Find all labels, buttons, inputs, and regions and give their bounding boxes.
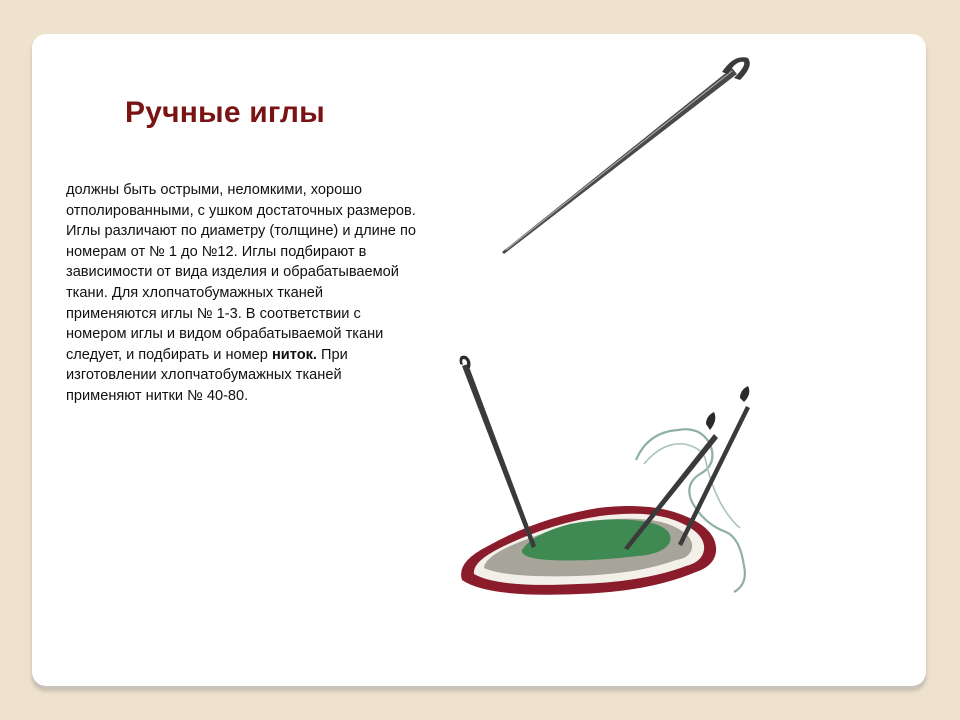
body-text-part-1: должны быть острыми, неломкими, хорошо отполированными, с ушком достаточных размеров. Иглы различают по диаметру (толщине) и длине по номерам от № 1 до №12. Иглы подбирают в зависимости от вида изделия и обрабатываемой ткани. Для хлопчатобумажных тканей применяются иглы № 1-3. В соответствии с номером иглы и видом обрабатываемой ткани следует, и подбирать и номер (66, 182, 416, 363)
body-text-part-2: При изготовлении хлопчатобумажных тканей применяют нитки № 40-80. (66, 346, 348, 404)
pin-cushion-with-needles-icon (448, 352, 768, 602)
slide-body-text (66, 180, 416, 407)
sewing-needle-icon (496, 52, 756, 258)
slide-title: Ручные иглы (125, 96, 325, 129)
body-text-bold: ниток. (271, 346, 317, 363)
